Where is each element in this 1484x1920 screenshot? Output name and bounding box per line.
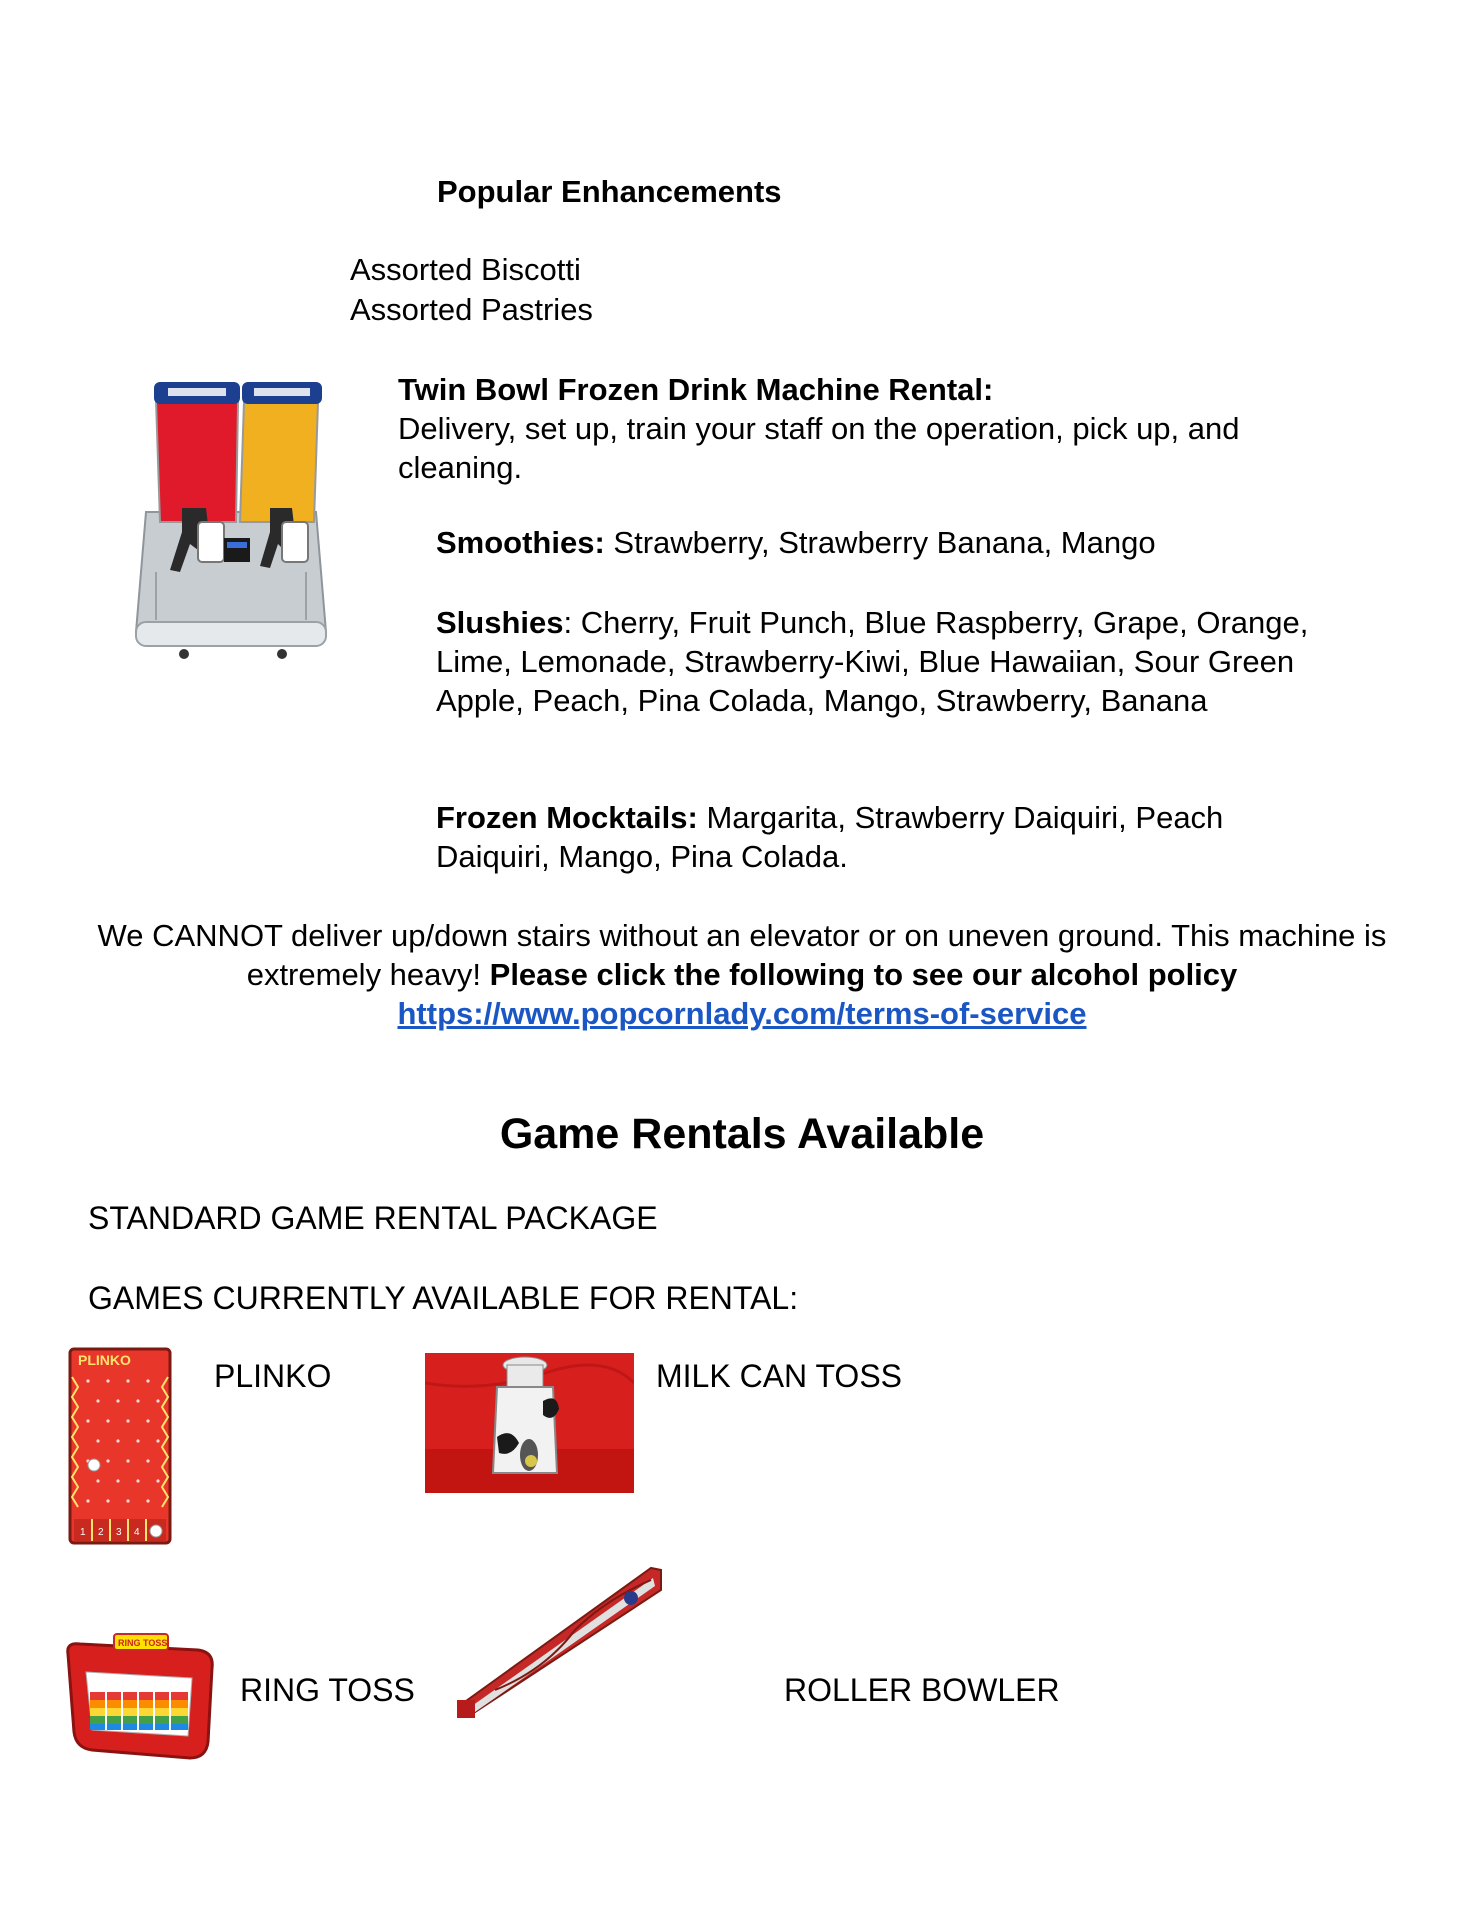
games-title: Game Rentals Available: [499, 1110, 985, 1158]
milk-can-toss-image: [425, 1353, 634, 1493]
smoothies-line: [436, 525, 1156, 561]
ring-toss-image: [62, 1632, 220, 1764]
plinko-slot-2: 2: [98, 1527, 104, 1538]
delivery-notice: [80, 916, 1404, 1033]
frozen-machine-title: Twin Bowl Frozen Drink Machine Rental:: [398, 372, 994, 407]
ring-toss-label: RING TOSS: [240, 1672, 415, 1708]
slushies-line: [436, 603, 1376, 720]
plinko-slot-3: 3: [116, 1527, 122, 1538]
slushies-label: Slushies: [436, 605, 564, 640]
plinko-sign: PLINKO: [78, 1352, 131, 1368]
terms-of-service-link[interactable]: https://www.popcornlady.com/terms-of-service: [397, 996, 1087, 1031]
enhancements-title: Popular Enhancements: [437, 174, 782, 209]
ring-toss-sign: RING TOSS: [118, 1638, 168, 1648]
roller-bowler-label: ROLLER BOWLER: [784, 1672, 1060, 1708]
roller-bowler-image: [455, 1560, 670, 1720]
plinko-slot-4: 4: [134, 1527, 140, 1538]
plinko-label: PLINKO: [214, 1358, 332, 1394]
list-item: Assorted Biscotti: [350, 252, 581, 287]
frozen-machine-description: [398, 370, 1358, 487]
games-available-heading: GAMES CURRENTLY AVAILABLE FOR RENTAL:: [88, 1280, 799, 1316]
delivery-notice-text: We CANNOT deliver up/down stairs without an elevator or on uneven ground. This machine is extremely heavy!: [97, 918, 1387, 992]
list-item: Assorted Pastries: [350, 292, 593, 327]
slushies-flavors: : Cherry, Fruit Punch, Blue Raspberry, Grape, Orange, Lime, Lemonade, Strawberry-Kiwi, Blue Hawaiian, Sour Green Apple, Peach, Pina Colada, Mango, Strawberry, Banana: [436, 605, 1309, 718]
plinko-slot-1: 1: [80, 1527, 86, 1538]
mocktails-label: Frozen Mocktails:: [436, 800, 698, 835]
standard-package-heading: STANDARD GAME RENTAL PACKAGE: [88, 1200, 658, 1236]
plinko-image: [68, 1347, 172, 1545]
mocktails-flavors: Margarita, Strawberry Daiquiri, Peach Daiquiri, Mango, Pina Colada.: [436, 800, 1224, 874]
alcohol-policy-prompt: Please click the following to see our alcohol policy: [489, 957, 1238, 992]
enhancements-list: [350, 250, 593, 330]
smoothies-label: Smoothies:: [436, 525, 605, 560]
smoothies-flavors: Strawberry, Strawberry Banana, Mango: [604, 525, 1156, 560]
milk-can-toss-label: MILK CAN TOSS: [656, 1358, 902, 1394]
frozen-machine-details: Delivery, set up, train your staff on the operation, pick up, and cleaning.: [398, 411, 1240, 485]
mocktails-line: [436, 798, 1336, 876]
frozen-drink-machine-image: [86, 372, 371, 664]
